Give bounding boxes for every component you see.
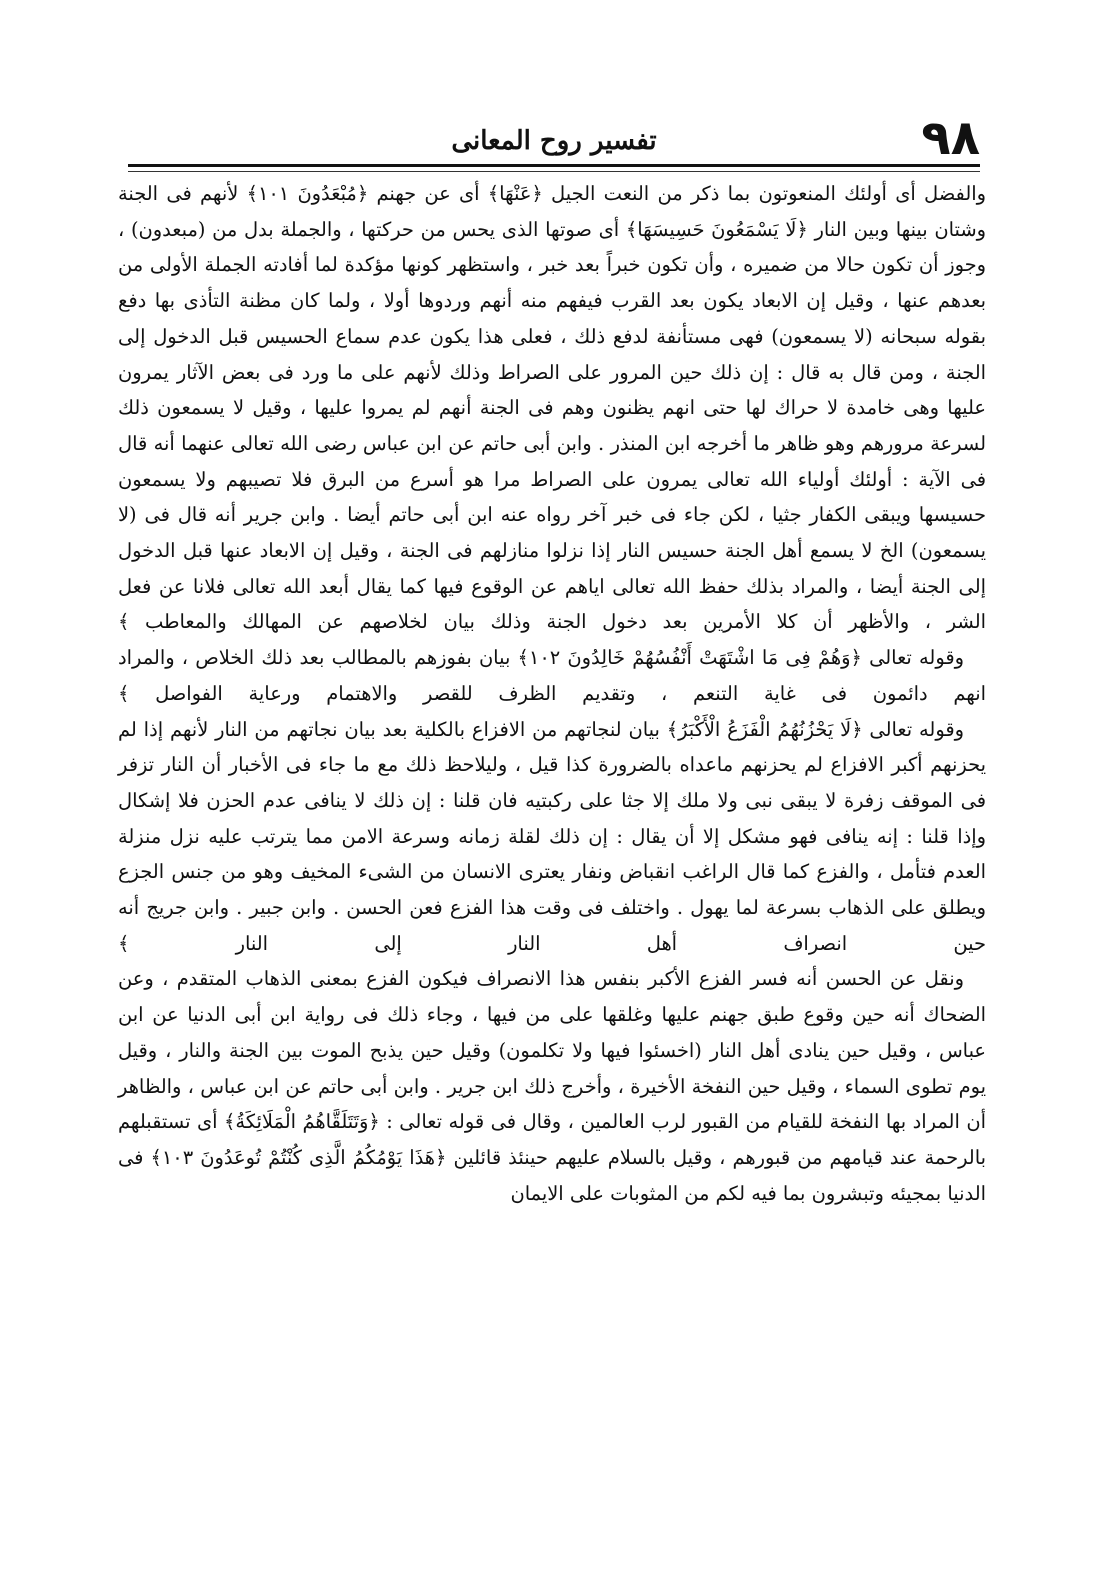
paragraph: وقوله تعالى ﴿وَهُمْ فِى مَا اشْتَهَتْ أَنْفُسُهُمْ خَالِدُونَ ١٠٢﴾ بيان بفوزهم بالمطالب بعد ذلك الخلاص ، والمراد انهم دائمون فى غاية التنعم ، وتقديم الظرف للقصر والاهتمام ورعاية الفواصل ﴾ (118, 646, 986, 705)
page-header (128, 110, 980, 166)
header-rule-thin (128, 171, 980, 172)
paragraph: والفضل أى أولئك المنعوتون بما ذكر من النعت الجيل ﴿عَنْهَا﴾ أى عن جهنم ﴿مُبْعَدُونَ ١٠١﴾ لأنهم فى الجنة وشتان بينها وبين النار ﴿لَا يَسْمَعُونَ حَسِيسَهَا﴾ أى صوتها الذى يحس من حركتها ، والجملة بدل من (مبعدون) ، وجوز أن تكون حالا من ضميره ، وأن تكون خبراً بعد خبر ، واستظهر كونها مؤكدة لما أفادته الجملة الأولى من بعدهم عنها ، وقيل إن الابعاد يكون بعد القرب فيفهم منه أنهم وردوها أولا ، ولما كان مظنة التأذى بها دفع بقوله سبحانه (لا يسمعون) فهى مستأنفة لدفع ذلك ، فعلى هذا يكون عدم سماع الحسيس قبل الدخول إلى الجنة ، ومن قال به قال : إن ذلك حين المرور على الصراط وذلك لأنهم على ما ورد فى بعض الآثار يمرون عليها وهى خامدة لا حراك لها حتى انهم يظنون وهم فى الجنة أنهم لم يمروا عليها ، وقيل لا يسمعون ذلك لسرعة مرورهم وهو ظاهر ما أخرجه ابن المنذر . وابن أبى حاتم عن ابن عباس رضى الله تعالى عنهما أنه قال فى الآية : أولئك أولياء الله تعالى يمرون على الصراط مرا هو أسرع من البرق فلا تصيبهم ولا يسمعون حسيسها ويبقى الكفار جثيا ، لكن جاء فى خبر آخر رواه عنه ابن أبى حاتم أيضا . وابن جرير أنه قال فى (لا يسمعون) الخ لا يسمع أهل الجنة حسيس النار إذا نزلوا منازلهم فى الجنة ، وقيل إن الابعاد عنها قبل الدخول إلى الجنة أيضا ، والمراد بذلك حفظ الله تعالى اياهم عن الوقوع فيها كما يقال أبعد الله تعالى فلانا عن فعل الشر ، والأظهر أن كلا الأمرين بعد دخول الجنة وذلك بيان لخلاصهم عن المهالك والمعاطب ﴾ (118, 182, 986, 634)
page-number: ٩٨ (921, 110, 980, 166)
body-text (118, 176, 986, 1211)
paragraph: ونقل عن الحسن أنه فسر الفزع الأكبر بنفس هذا الانصراف فيكون الفزع بمعنى الذهاب المتقدم ، وعن الضحاك أنه حين وقوع طبق جهنم عليها وغلقها على من فيها ، وجاء ذلك فى رواية ابن أبى الدنيا عن ابن عباس ، وقيل حين ينادى أهل النار (اخسئوا فيها ولا تكلمون) وقيل حين يذبح الموت بين الجنة والنار ، وقيل يوم تطوى السماء ، وقيل حين النفخة الأخيرة ، وأخرج ذلك ابن جرير . وابن أبى حاتم عن ابن عباس ، والظاهر أن المراد بها النفخة للقيام من القبور لرب العالمين ، وقال فى قوله تعالى : ﴿وَتَتَلَقَّاهُمُ الْمَلَائِكَةُ﴾ أى تستقبلهم بالرحمة عند قيامهم من قبورهم ، وقيل بالسلام عليهم حينئذ قائلين ﴿هَذَا يَوْمُكُمُ الَّذِى كُنْتُمْ تُوعَدُونَ ١٠٣﴾ فى الدنيا بمجيئه وتبشرون بما فيه لكم من المثوبات على الايمان (118, 967, 986, 1205)
running-title: تفسير روح المعانى (451, 126, 657, 156)
paragraph: وقوله تعالى ﴿لَا يَحْزُنُهُمُ الْفَزَعُ الْأَكْبَرُ﴾ بيان لنجاتهم من الافزاع بالكلية بعد بيان نجاتهم من النار لأنهم إذا لم يحزنهم أكبر الافزاع لم يحزنهم ماعداه بالضرورة كذا قيل ، وليلاحظ ذلك مع ما جاء فى الأخبار أن النار تزفر فى الموقف زفرة لا يبقى نبى ولا ملك إلا جثا على ركبتيه فان قلنا : إن ذلك لا ينافى عدم الحزن فلا إشكال وإذا قلنا : إنه ينافى فهو مشكل إلا أن يقال : إن ذلك لقلة زمانه وسرعة الامن مما يترتب عليه نزل منزلة العدم فتأمل ، والفزع كما قال الراغب انقباض ونفار يعترى الانسان من الشىء المخيف وهو من جنس الجزع ويطلق على الذهاب بسرعة لما يهول . واختلف فى وقت هذا الفزع فعن الحسن . وابن جبير . وابن جريج أنه حين انصراف أهل النار إلى النار ﴾ (118, 717, 987, 955)
header-rule (128, 164, 980, 167)
